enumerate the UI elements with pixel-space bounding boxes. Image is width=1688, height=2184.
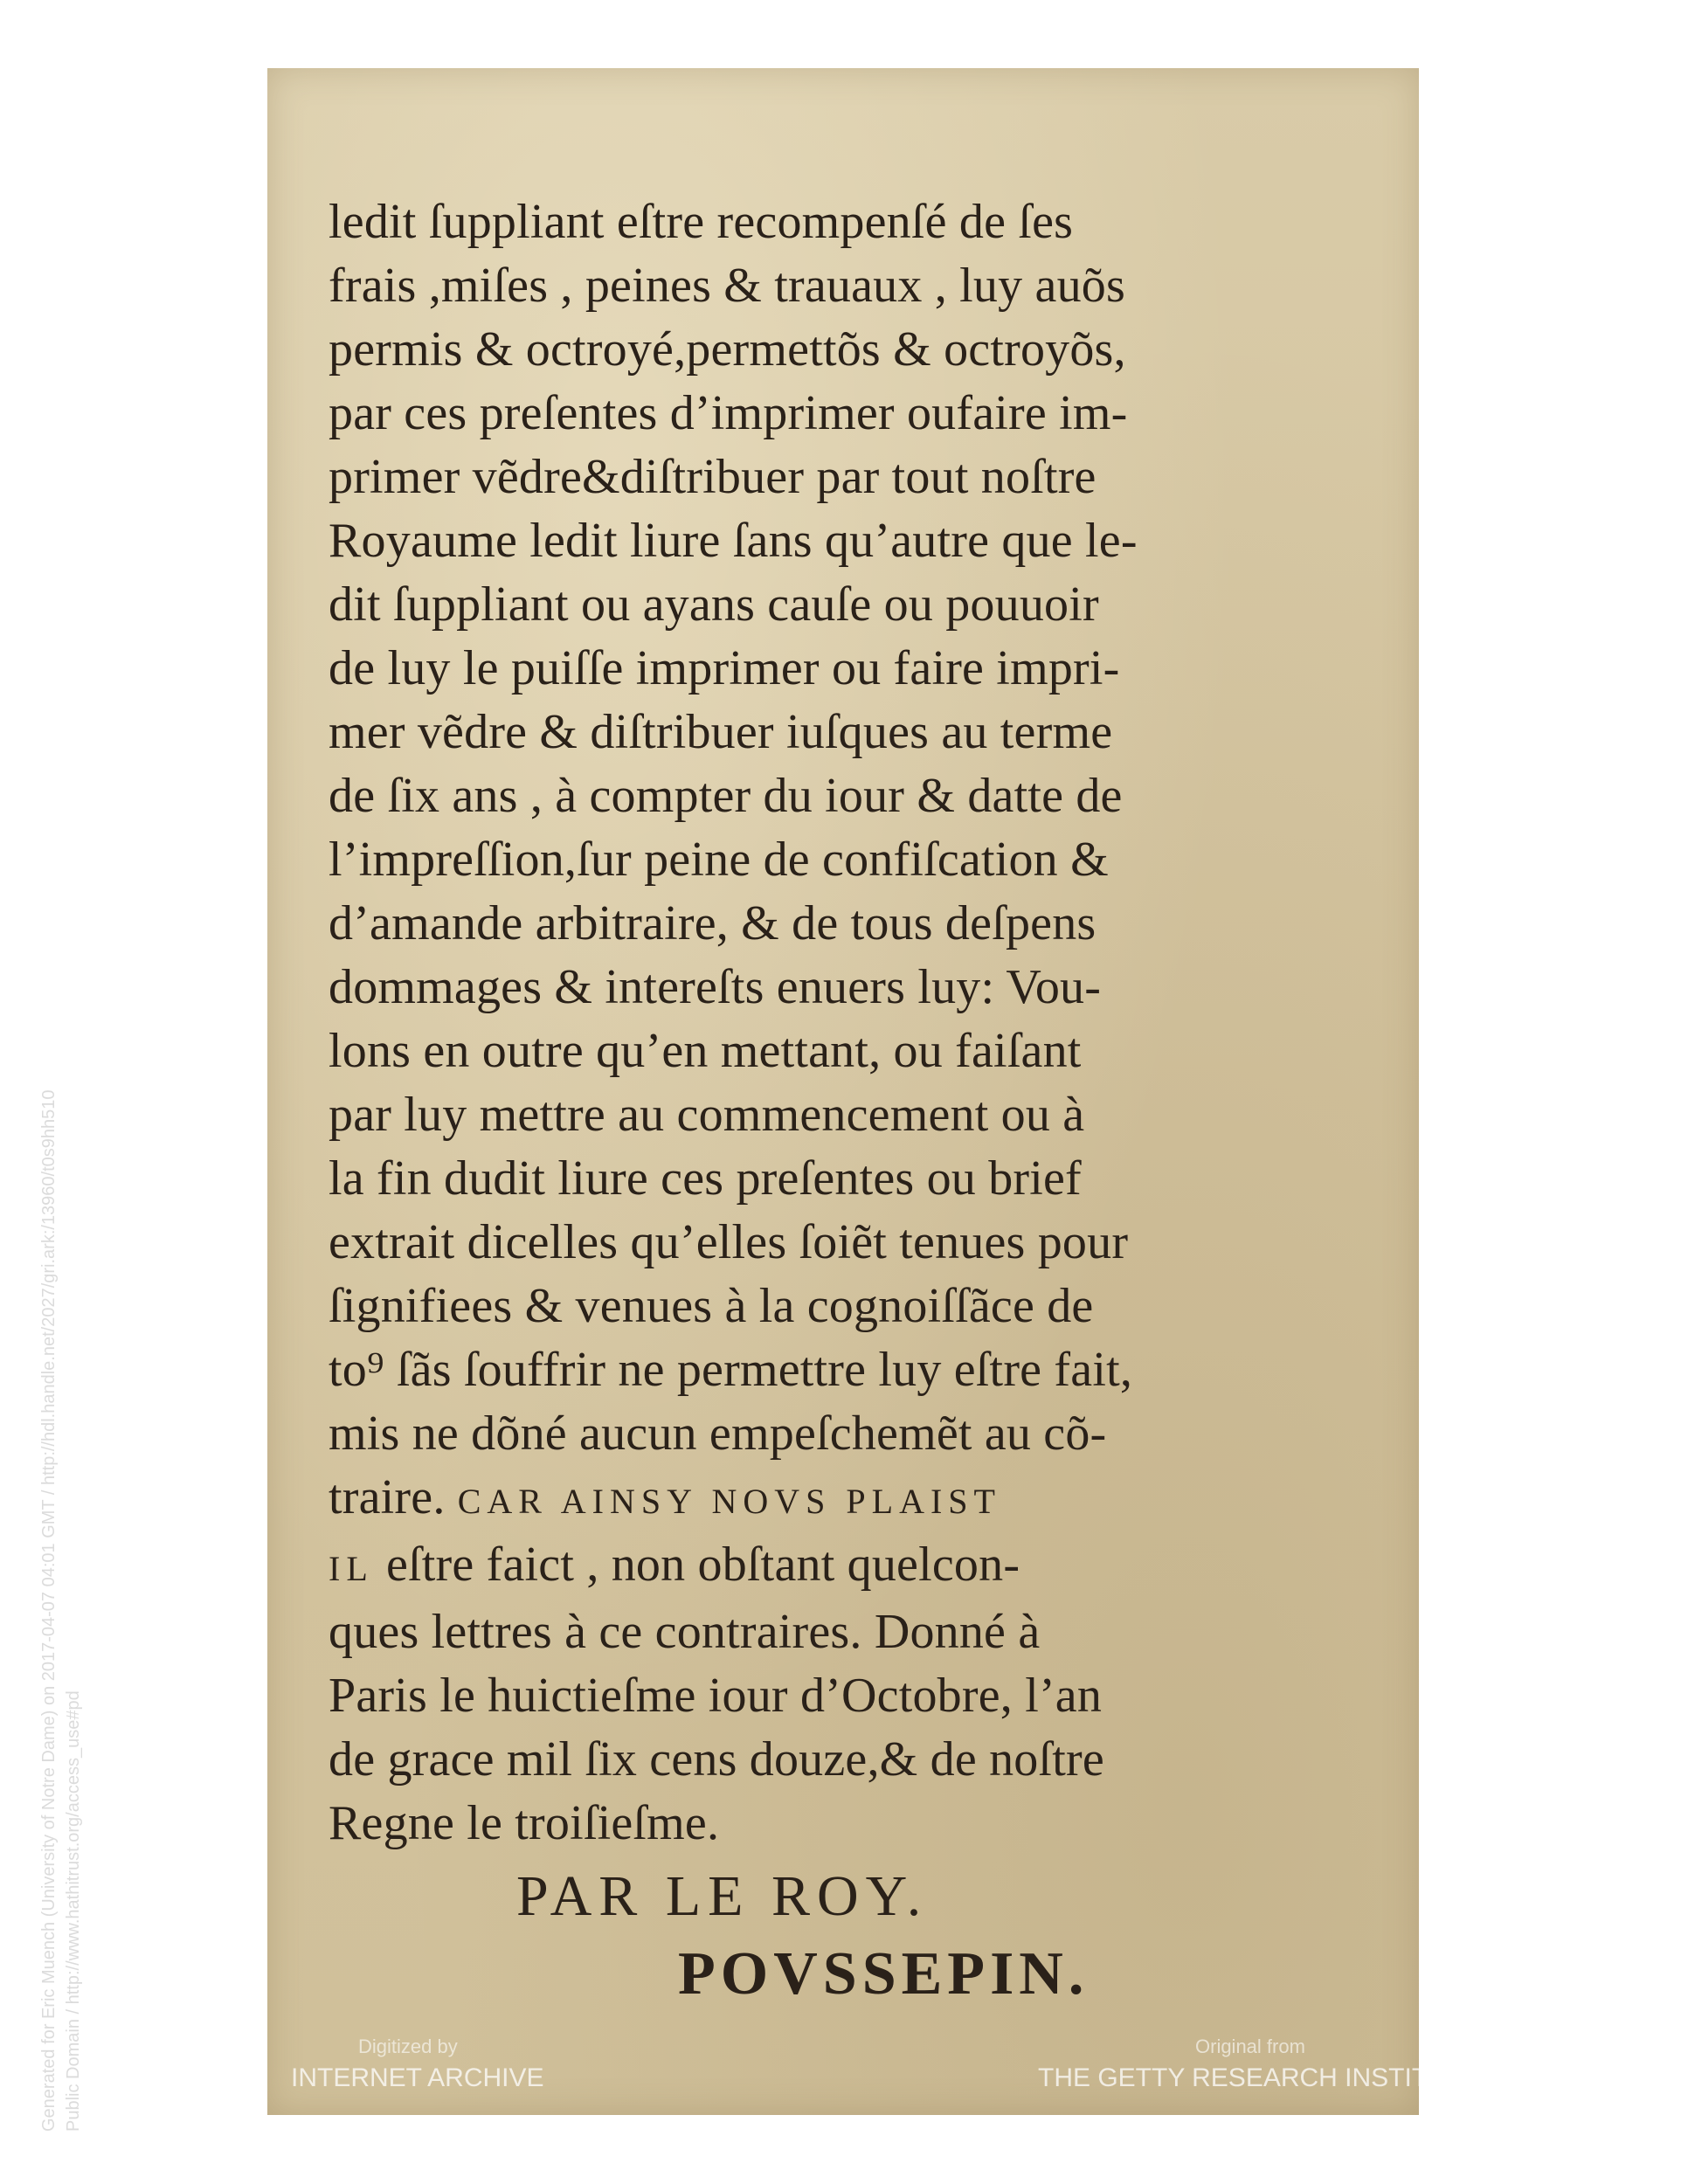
smallcaps-segment: CAR AINSY NOVS PLAIST xyxy=(457,1482,1001,1521)
smallcaps-segment: IL xyxy=(329,1549,374,1588)
text-line: extrait dicelles qu’elles ſoiẽt tenues pour xyxy=(329,1215,1129,1269)
generated-note: Generated for Eric Muench (University of Notre Dame) on 2017-04-07 04:01 GMT / http://hdl.handle.net/2027/gri.ark:/13960/t0s9hh510 xyxy=(39,1089,59,2132)
original-from-label: Original from xyxy=(1195,2035,1305,2057)
text-line: la fin dudit liure ces preſentes ou brief xyxy=(329,1151,1082,1206)
text-line: dit ſuppliant ou ayans cauſe ou pouuoir xyxy=(329,577,1099,632)
text-line: par luy mettre au commencement ou à xyxy=(329,1088,1085,1142)
text-line: l’impreſſion,ſur peine de confiſcation & xyxy=(329,833,1109,887)
text-line: par ces preſentes d’imprimer oufaire im- xyxy=(329,386,1128,440)
text-line: mer vẽdre & diſtribuer iuſques au terme xyxy=(329,705,1113,759)
getty-watermark: THE GETTY RESEARCH INSTITUTE xyxy=(1038,2063,1481,2092)
internet-archive-watermark: INTERNET ARCHIVE xyxy=(291,2063,544,2092)
public-domain-note: Public Domain / http://www.hathitrust.org/access_use#pd xyxy=(64,1690,83,2132)
text-line: frais ,miſes , peines & trauaux , luy auõs xyxy=(329,259,1125,313)
text-line: Regne le troiſieſme. xyxy=(329,1796,720,1850)
text-line: d’amande arbitraire, & de tous deſpens xyxy=(329,896,1097,950)
text-line: ſignifiees & venues à la cognoiſſãce de xyxy=(329,1279,1094,1333)
privilege-text xyxy=(329,190,1290,1856)
text-line: to⁹ ſãs ſouffrir ne permettre luy eſtre fait, xyxy=(329,1343,1133,1397)
text-segment: traire. xyxy=(329,1470,446,1524)
text-line: Paris le huictieſme iour d’Octobre, l’an xyxy=(329,1669,1103,1723)
digitized-by-label: Digitized by xyxy=(358,2035,458,2057)
text-line: dommages & intereſts enuers luy: Vou- xyxy=(329,960,1102,1014)
side-notes xyxy=(37,1089,86,2132)
text-line: permis & octroyé,permettõs & octroyõs, xyxy=(329,322,1126,377)
book-page xyxy=(267,68,1419,2115)
text-line xyxy=(329,1533,1290,1600)
text-line: Royaume ledit liure ſans qu’autre que le- xyxy=(329,514,1138,568)
text-line xyxy=(329,1466,1290,1533)
text-line: primer vẽdre&diſtribuer par tout noſtre xyxy=(329,450,1097,504)
text-line: ledit ſuppliant eſtre recompenſé de ſes xyxy=(329,195,1074,249)
text-line: de grace mil ſix cens douze,& de noſtre xyxy=(329,1732,1104,1787)
text-segment: eſtre faict , non obſtant quelcon- xyxy=(385,1538,1020,1592)
signature-par-le-roy: PAR LE ROY. xyxy=(516,1864,929,1928)
signature-poussepin: POVSSEPIN. xyxy=(678,1940,1090,2008)
text-line: lons en outre qu’en mettant, ou faiſant xyxy=(329,1024,1082,1078)
text-line: de luy le puiſſe imprimer ou faire impri- xyxy=(329,641,1120,695)
text-line: ques lettres à ce contraires. Donné à xyxy=(329,1605,1041,1659)
text-line: mis ne dõné aucun empeſchemẽt au cõ- xyxy=(329,1406,1107,1461)
text-line: de ſix ans , à compter du iour & datte de xyxy=(329,769,1123,823)
